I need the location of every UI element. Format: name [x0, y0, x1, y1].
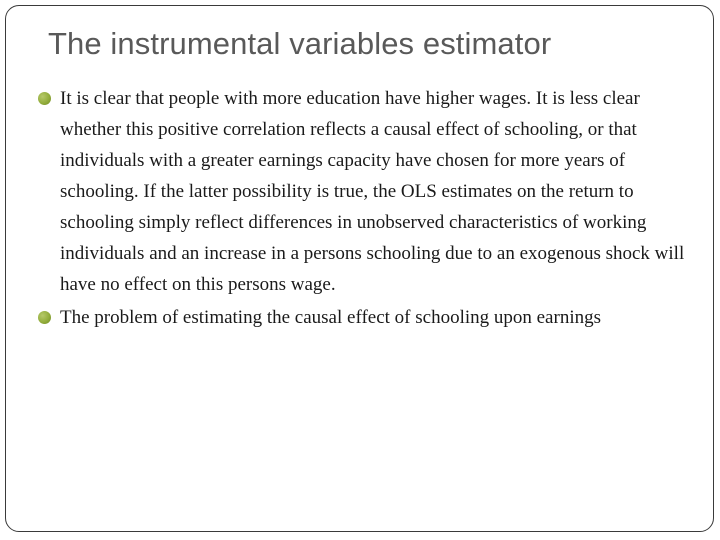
bullet-text: The problem of estimating the causal effect of schooling upon earnings [60, 307, 601, 328]
bullet-list [36, 83, 686, 335]
bullet-text: It is clear that people with more education have higher wages. It is less clear whether this positive correlation reflects a causal effect of schooling, or that individuals with a greater earnings capacity have chosen for more years of schooling. If the latter possibility is true, the OLS estimates on the return to schooling simply reflect differences in unobserved characteristics of working individuals and an increase in a persons schooling due to an exogenous shock will have no effect on this persons wage. [60, 88, 685, 295]
bullet-dot-icon [38, 92, 51, 105]
bullet-dot-icon [38, 311, 51, 324]
bullet-item [36, 302, 686, 333]
bullet-item [36, 83, 686, 300]
slide-title: The instrumental variables estimator [48, 26, 552, 61]
